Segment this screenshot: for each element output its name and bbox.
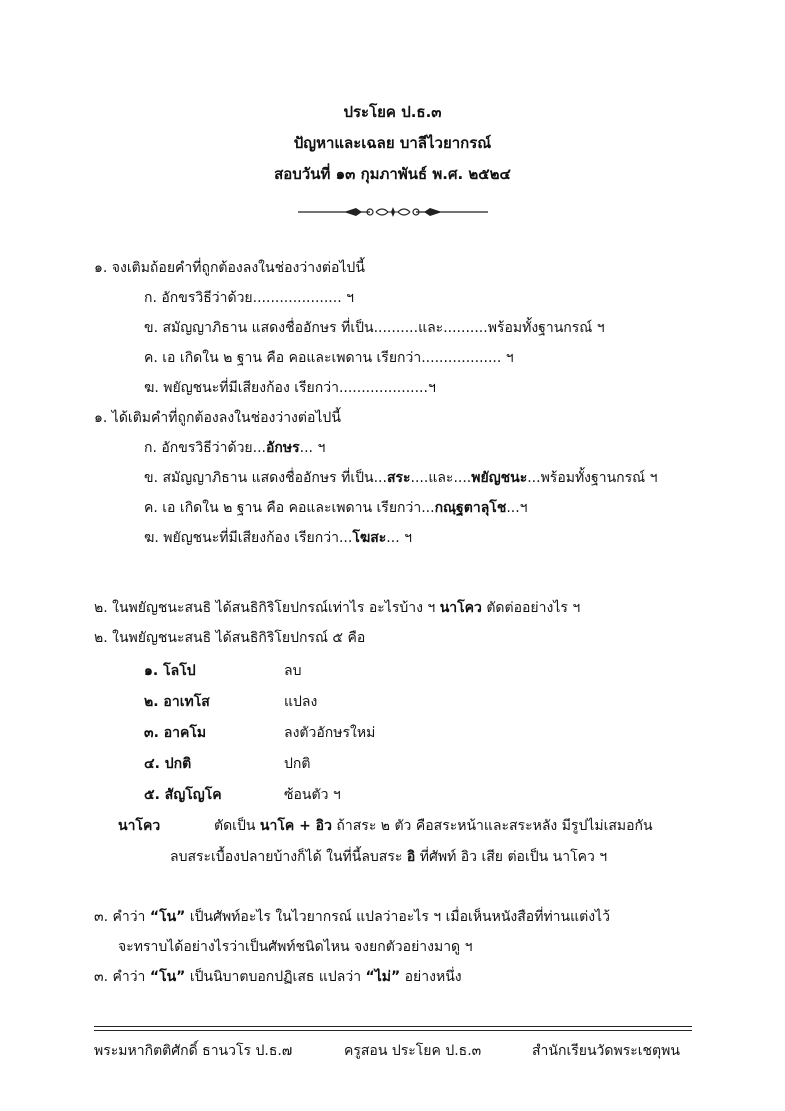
q3-question-line-1: [94, 907, 610, 927]
text: ตัดเป็น: [214, 818, 260, 834]
answer-bold: โฆสะ: [352, 530, 387, 546]
q2-list-item-3: [144, 723, 206, 743]
q2-naw-line-1: [214, 816, 653, 836]
footer-school: สำนักเรียนวัดพระเชตุพน: [532, 1043, 680, 1059]
text: ที่ศัพท์ อิว เสีย ต่อเป็น นาโคว ฯ: [415, 849, 608, 865]
naw-bold: นาโค + อิว: [259, 818, 332, 834]
text: เป็นนิบาตบอกปฏิเสธ แปลว่า: [185, 969, 366, 985]
q2-list-meaning-4: ปกติ: [284, 756, 311, 772]
q2-list-meaning-3: ลงตัวอักษรใหม่: [284, 725, 376, 741]
footer-rule-top: [94, 1026, 692, 1027]
q2-naw-label: นาโคว: [118, 818, 161, 834]
text: ลบสระเบื้องปลายบ้างก็ได้ ในที่นี้ลบสระ: [170, 849, 407, 865]
question-bold: นาโคว: [439, 600, 482, 616]
q1-answer-c: [144, 498, 528, 518]
q1-item-d: ฆ. พยัญชนะที่มีเสียงก้อง เรียกว่า....................ฯ: [144, 380, 436, 396]
footer-author: พระมหากิตติศักดิ์ ธานวโร ป.ธ.๗: [94, 1043, 293, 1059]
num: ๕.: [144, 787, 160, 803]
q1-answer-b: [144, 468, 657, 488]
text: ฆ. พยัญชนะที่มีเสียงก้อง เรียกว่า...: [144, 530, 353, 546]
q3-question-line-2: จะทราบได้อย่างไรว่าเป็นศัพท์ชนิดไหน จงยกตัวอย่างมาดู ฯ: [118, 939, 473, 955]
q1-answer-d: [144, 528, 412, 548]
q2-naw-line-2: [170, 847, 607, 867]
answer-bold: อักษร: [266, 440, 300, 456]
header-line-2: ปัญหาและเฉลย บาลีไวยากรณ์: [293, 134, 492, 152]
text: ค. เอ เกิดใน ๒ ฐาน คือ คอและเพดาน เรียกว่า...: [144, 500, 435, 516]
num: ๔.: [144, 756, 160, 772]
term: ปกติ: [164, 756, 192, 772]
num: ๑.: [144, 663, 159, 679]
header-line-3: สอบวันที่ ๑๓ กุมภาพันธ์ พ.ศ. ๒๕๒๔: [274, 165, 511, 183]
q2-list-item-5: [144, 785, 222, 805]
answer-bold: “ไม่”: [365, 969, 401, 985]
text: ถ้าสระ ๒ ตัว คือสระหน้าและสระหลัง มีรูปไม่เสมอกัน: [331, 818, 653, 834]
num: ๓.: [144, 725, 159, 741]
q1-item-c: ค. เอ เกิดใน ๒ ฐาน คือ คอและเพดาน เรียกว่า.................. ฯ: [144, 350, 514, 366]
answer-bold: “โน”: [149, 969, 186, 985]
q2-list-meaning-1: ลบ: [284, 663, 302, 679]
q2-question: [94, 598, 580, 618]
text: ...พร้อมทั้งฐานกรณ์ ฯ: [527, 470, 658, 486]
q1-item-b: ข. สมัญญาภิธาน แสดงชื่ออักษร ที่เป็น..........และ..........พร้อมทั้งฐานกรณ์ ฯ: [144, 320, 605, 336]
term: อาคโม: [163, 725, 207, 741]
text: ข. สมัญญาภิธาน แสดงชื่ออักษร ที่เป็น...: [144, 470, 387, 486]
question-bold: “โน”: [149, 909, 186, 925]
q2-list-item-1: [144, 661, 196, 681]
text: อย่างหนึ่ง: [400, 969, 462, 985]
q1-question: ๑. จงเติมถ้อยคำที่ถูกต้องลงในช่องว่างต่อไปนี้: [94, 260, 365, 276]
answer-bold: กณฺฐตาลุโช: [434, 500, 507, 516]
term: สัญโญโค: [164, 787, 222, 803]
header-line-1: ประโยค ป.ธ.๓: [343, 103, 442, 121]
q3-answer: [94, 967, 462, 987]
footer-role: ครูสอน ประโยค ป.ธ.๓: [344, 1043, 482, 1059]
q2-list-meaning-5: ซ้อนตัว ฯ: [284, 787, 341, 803]
q2-list-item-2: [144, 692, 210, 712]
text: ....และ....: [410, 470, 472, 486]
term: โลโป: [163, 663, 196, 679]
num: ๒.: [144, 694, 159, 710]
footer-rule-bottom: [94, 1030, 692, 1031]
q1-item-a: ก. อักขรวิธีว่าด้วย.................... ฯ: [144, 290, 354, 306]
text: ตัดต่ออย่างไร ฯ: [481, 600, 581, 616]
ornament-divider-icon: [298, 204, 488, 220]
answer-bold: สระ: [386, 470, 411, 486]
q2-list-item-4: [144, 754, 191, 774]
answer-bold: พยัญชนะ: [471, 470, 528, 486]
text: ...ฯ: [506, 500, 528, 516]
text: ก. อักขรวิธีว่าด้วย...: [144, 440, 266, 456]
q1-answer-a: [144, 438, 325, 458]
q2-answer-intro: ๒. ในพยัญชนะสนธิ ได้สนธิกิริโยปกรณ์ ๕ คือ: [94, 630, 366, 646]
text: ... ฯ: [386, 530, 412, 546]
text: ๓. คำว่า: [94, 969, 150, 985]
q2-list-meaning-2: แปลง: [284, 694, 318, 710]
text: ๓. คำว่า: [94, 909, 150, 925]
text: ... ฯ: [299, 440, 326, 456]
text: ๒. ในพยัญชนะสนธิ ได้สนธิกิริโยปกรณ์เท่าไร อะไรบ้าง ฯ: [94, 600, 440, 616]
naw-bold: อิ: [406, 849, 416, 865]
text: เป็นศัพท์อะไร ในไวยากรณ์ แปลว่าอะไร ฯ เมื่อเห็นหนังสือที่ท่านแต่งไว้: [185, 909, 610, 925]
q1-answer-intro: ๑. ได้เติมคำที่ถูกต้องลงในช่องว่างต่อไปนี้: [94, 410, 341, 426]
term: อาเทโส: [163, 694, 210, 710]
